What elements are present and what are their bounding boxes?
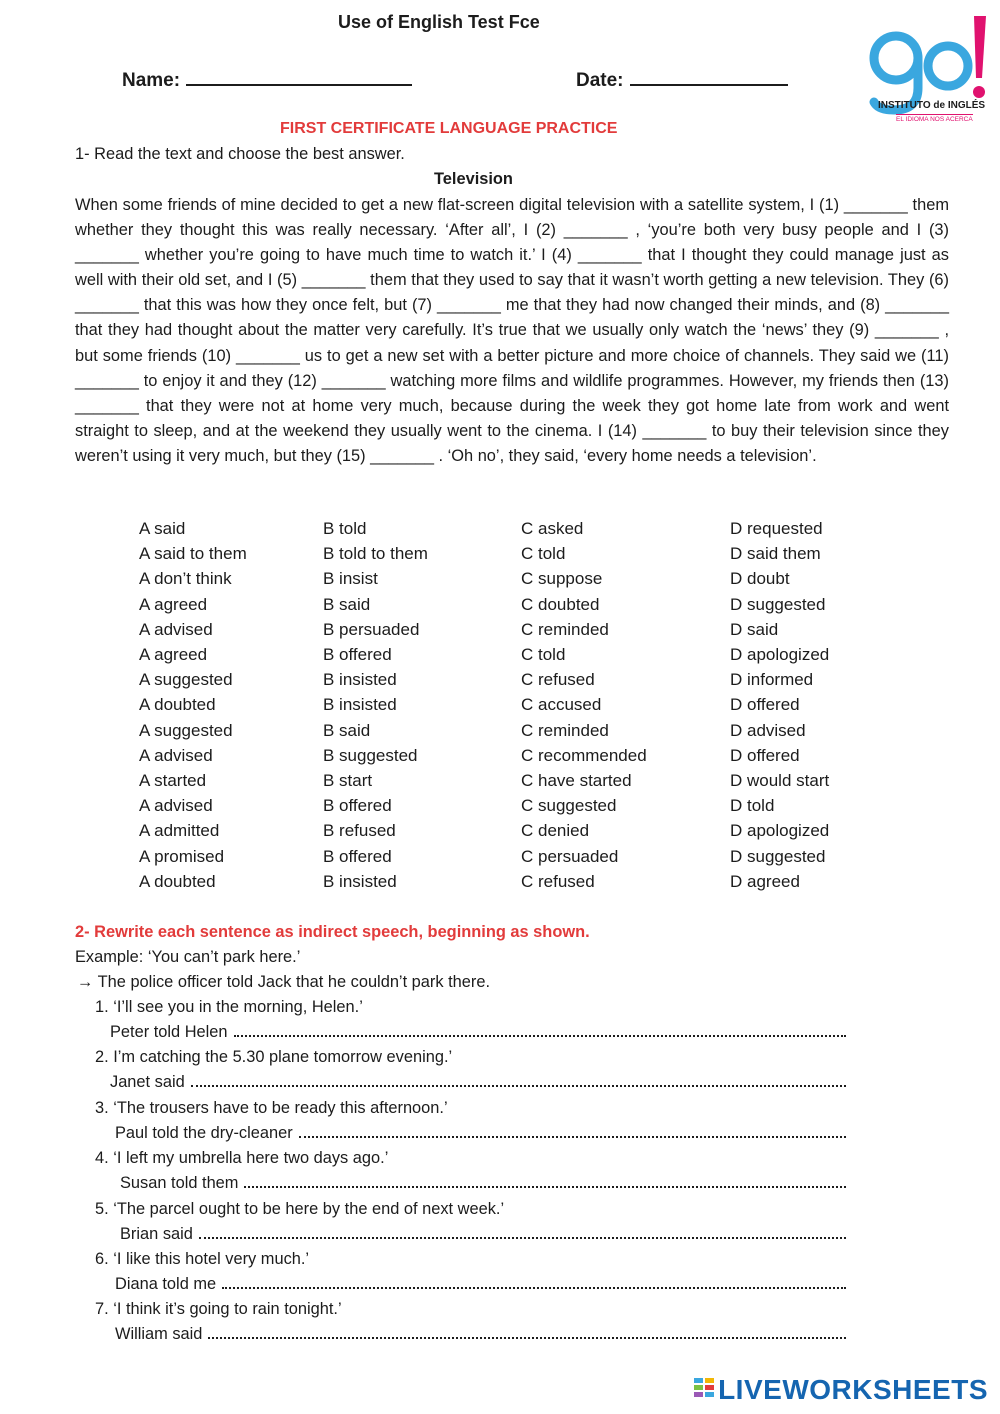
option-15-a[interactable]: A doubted xyxy=(139,871,216,891)
option-9-d[interactable]: D advised xyxy=(730,720,806,740)
option-5-c[interactable]: C reminded xyxy=(521,619,609,639)
item-6-start: Diana told me xyxy=(115,1275,217,1293)
item-5-quote: 5. ‘The parcel ought to be here by the end of next week.’ xyxy=(95,1199,505,1218)
date-label: Date: xyxy=(576,70,624,91)
option-15-b[interactable]: B insisted xyxy=(323,871,397,891)
option-14-c[interactable]: C persuaded xyxy=(521,846,619,866)
option-11-b[interactable]: B start xyxy=(323,771,373,790)
institute-logo xyxy=(866,10,996,130)
item-2-start: Janet said xyxy=(110,1073,185,1092)
option-1-a[interactable]: A said xyxy=(139,519,186,538)
item-3-start: Paul told the dry-cleaner xyxy=(115,1123,293,1142)
option-6-d[interactable]: D apologized xyxy=(730,645,830,664)
option-7-c[interactable]: C refused xyxy=(521,670,595,690)
option-12-d[interactable]: D told xyxy=(730,796,775,816)
option-6-c[interactable]: C told xyxy=(521,645,566,664)
option-10-b[interactable]: B suggested xyxy=(323,745,418,765)
item-5-start: Brian said xyxy=(120,1224,193,1243)
example-quote: Example: ‘You can’t park here.’ xyxy=(75,948,301,966)
option-3-d[interactable]: D doubt xyxy=(730,569,790,589)
option-14-a[interactable]: A promised xyxy=(139,846,225,866)
option-9-a[interactable]: A suggested xyxy=(139,720,233,740)
example-answer: → The police officer told Jack that he couldn’t park there. xyxy=(77,973,491,991)
brand-text: LIVEWORKSHEETS xyxy=(718,1374,988,1405)
option-1-b[interactable]: B told xyxy=(323,519,367,538)
section1-heading: FIRST CERTIFICATE LANGUAGE PRACTICE xyxy=(280,120,618,137)
option-4-a[interactable]: A agreed xyxy=(139,594,208,614)
option-11-a[interactable]: A started xyxy=(139,771,207,790)
page-title: Use of English Test Fce xyxy=(338,12,540,32)
option-8-a[interactable]: A doubted xyxy=(139,695,216,715)
option-1-c[interactable]: C asked xyxy=(521,519,584,538)
option-7-d[interactable]: D informed xyxy=(730,670,814,690)
item-4-start: Susan told them xyxy=(120,1174,239,1193)
item-7-answer-row xyxy=(115,1325,846,1344)
option-2-d[interactable]: D said them xyxy=(730,544,821,564)
liveworksheets-brand xyxy=(694,1370,988,1410)
liveworksheets-icon xyxy=(694,1378,714,1402)
option-10-a[interactable]: A advised xyxy=(139,745,213,765)
option-14-d[interactable]: D suggested xyxy=(730,846,826,866)
item-1-answer-row xyxy=(110,1023,846,1042)
item-1-answer-input[interactable] xyxy=(234,1023,846,1037)
item-3-quote: 3. ‘The trousers have to be ready this afternoon.’ xyxy=(95,1098,448,1117)
name-line[interactable] xyxy=(186,68,412,86)
option-7-b[interactable]: B insisted xyxy=(323,670,397,690)
item-2-answer-row xyxy=(110,1073,846,1092)
item-7-quote: 7. ‘I think it’s going to rain tonight.’ xyxy=(95,1300,342,1319)
item-7-answer-input[interactable] xyxy=(208,1325,846,1339)
text-title: Television xyxy=(434,170,513,188)
option-2-b[interactable]: B told to them xyxy=(323,544,428,564)
option-5-a[interactable]: A advised xyxy=(139,619,213,639)
option-4-b[interactable]: B said xyxy=(323,594,371,614)
option-10-c[interactable]: C recommended xyxy=(521,745,647,765)
option-15-c[interactable]: C refused xyxy=(521,871,595,891)
option-8-c[interactable]: C accused xyxy=(521,695,602,715)
item-6-answer-row xyxy=(115,1275,846,1294)
option-9-b[interactable]: B said xyxy=(323,720,371,740)
option-7-a[interactable]: A suggested xyxy=(139,670,233,690)
item-4-quote: 4. ‘I left my umbrella here two days ago.’ xyxy=(95,1149,389,1168)
section2-heading: 2- Rewrite each sentence as indirect speech, beginning as shown. xyxy=(75,923,590,941)
date-line[interactable] xyxy=(630,68,788,86)
option-11-d[interactable]: D would start xyxy=(730,771,830,790)
option-13-b[interactable]: B refused xyxy=(323,821,396,841)
item-2-quote: 2. I’m catching the 5.30 plane tomorrow evening.’ xyxy=(95,1048,453,1067)
option-1-d[interactable]: D requested xyxy=(730,519,823,538)
option-13-a[interactable]: A admitted xyxy=(139,821,220,841)
item-2-answer-input[interactable] xyxy=(191,1073,846,1087)
section1-instruction: 1- Read the text and choose the best answer. xyxy=(75,145,405,163)
item-6-answer-input[interactable] xyxy=(222,1275,846,1289)
item-7-start: William said xyxy=(115,1325,203,1344)
item-5-answer-input[interactable] xyxy=(199,1225,846,1239)
option-9-c[interactable]: C reminded xyxy=(521,720,609,740)
option-6-a[interactable]: A agreed xyxy=(139,645,208,664)
name-field[interactable] xyxy=(122,68,412,92)
option-5-d[interactable]: D said xyxy=(730,619,779,639)
option-4-c[interactable]: C doubted xyxy=(521,594,600,614)
option-13-c[interactable]: C denied xyxy=(521,821,590,841)
item-3-answer-row xyxy=(115,1124,846,1143)
option-2-a[interactable]: A said to them xyxy=(139,544,247,564)
date-field[interactable] xyxy=(576,68,788,92)
option-14-b[interactable]: B offered xyxy=(323,846,392,866)
logo-text-slogan: EL IDIOMA NOS ACERCA xyxy=(896,116,973,123)
item-5-answer-row xyxy=(120,1225,846,1244)
option-3-b[interactable]: B insist xyxy=(323,569,378,589)
item-4-answer-row xyxy=(120,1174,846,1193)
item-1-quote: 1. ‘I’ll see you in the morning, Helen.’ xyxy=(95,998,363,1016)
option-2-c[interactable]: C told xyxy=(521,544,566,564)
option-15-d[interactable]: D agreed xyxy=(730,871,800,891)
option-6-b[interactable]: B offered xyxy=(323,645,392,664)
option-12-c[interactable]: C suggested xyxy=(521,796,617,816)
option-13-d[interactable]: D apologized xyxy=(730,821,830,841)
logo-text-institute: INSTITUTO de INGLÉS xyxy=(878,100,986,111)
option-10-d[interactable]: D offered xyxy=(730,745,800,765)
option-5-b[interactable]: B persuaded xyxy=(323,619,420,639)
name-label: Name: xyxy=(122,70,181,91)
option-3-a[interactable]: A don’t think xyxy=(139,569,232,589)
option-12-a[interactable]: A advised xyxy=(139,796,213,816)
item-3-answer-input[interactable] xyxy=(299,1124,846,1138)
item-1-start: Peter told Helen xyxy=(110,1023,228,1041)
option-3-c[interactable]: C suppose xyxy=(521,569,603,589)
option-8-d[interactable]: D offered xyxy=(730,695,800,715)
option-11-c[interactable]: C have started xyxy=(521,771,632,790)
item-6-quote: 6. ‘I like this hotel very much.’ xyxy=(95,1250,310,1268)
option-12-b[interactable]: B offered xyxy=(323,796,392,816)
go-logo-icon xyxy=(866,10,996,130)
option-8-b[interactable]: B insisted xyxy=(323,695,397,715)
reading-paragraph: When some friends of mine decided to get a new flat-screen digital television with a satellite system, I (1) _______ them whether they thought this was really necessary. ‘After all’, I (2) _______ , ‘you’re both very busy people and I (3) _______ whether you’re going to have much time to watch it.’ I (4) _______ that I thought they could manage just as well with their old set, and I (5) _______ them that they used to say that it wasn’t worth getting a new television. They (6) _______ that this was how they once felt, but (7) _______ me that they had now changed their minds, and (8) _______ that they had thought about the matter very carefully. It’s true that we usually only watch the ‘news’ they (9) _______ , but some friends (10) _______ us to get a new set with a better picture and more choice of channels. They said we (11) _______ to enjoy it and they (12) _______ watching more films and wildlife programmes. However, my friends then (13) _______ that they were not at home very much, because during the week they got home late from work and went straight to sleep, and at the weekend they usually went to the cinema. I (14) _______ to buy their television since they weren’t using it very much, but they (15) _______ . ‘Oh no’, they said, ‘every home needs a television’. xyxy=(75,196,949,465)
item-4-answer-input[interactable] xyxy=(244,1174,846,1188)
option-4-d[interactable]: D suggested xyxy=(730,594,826,614)
